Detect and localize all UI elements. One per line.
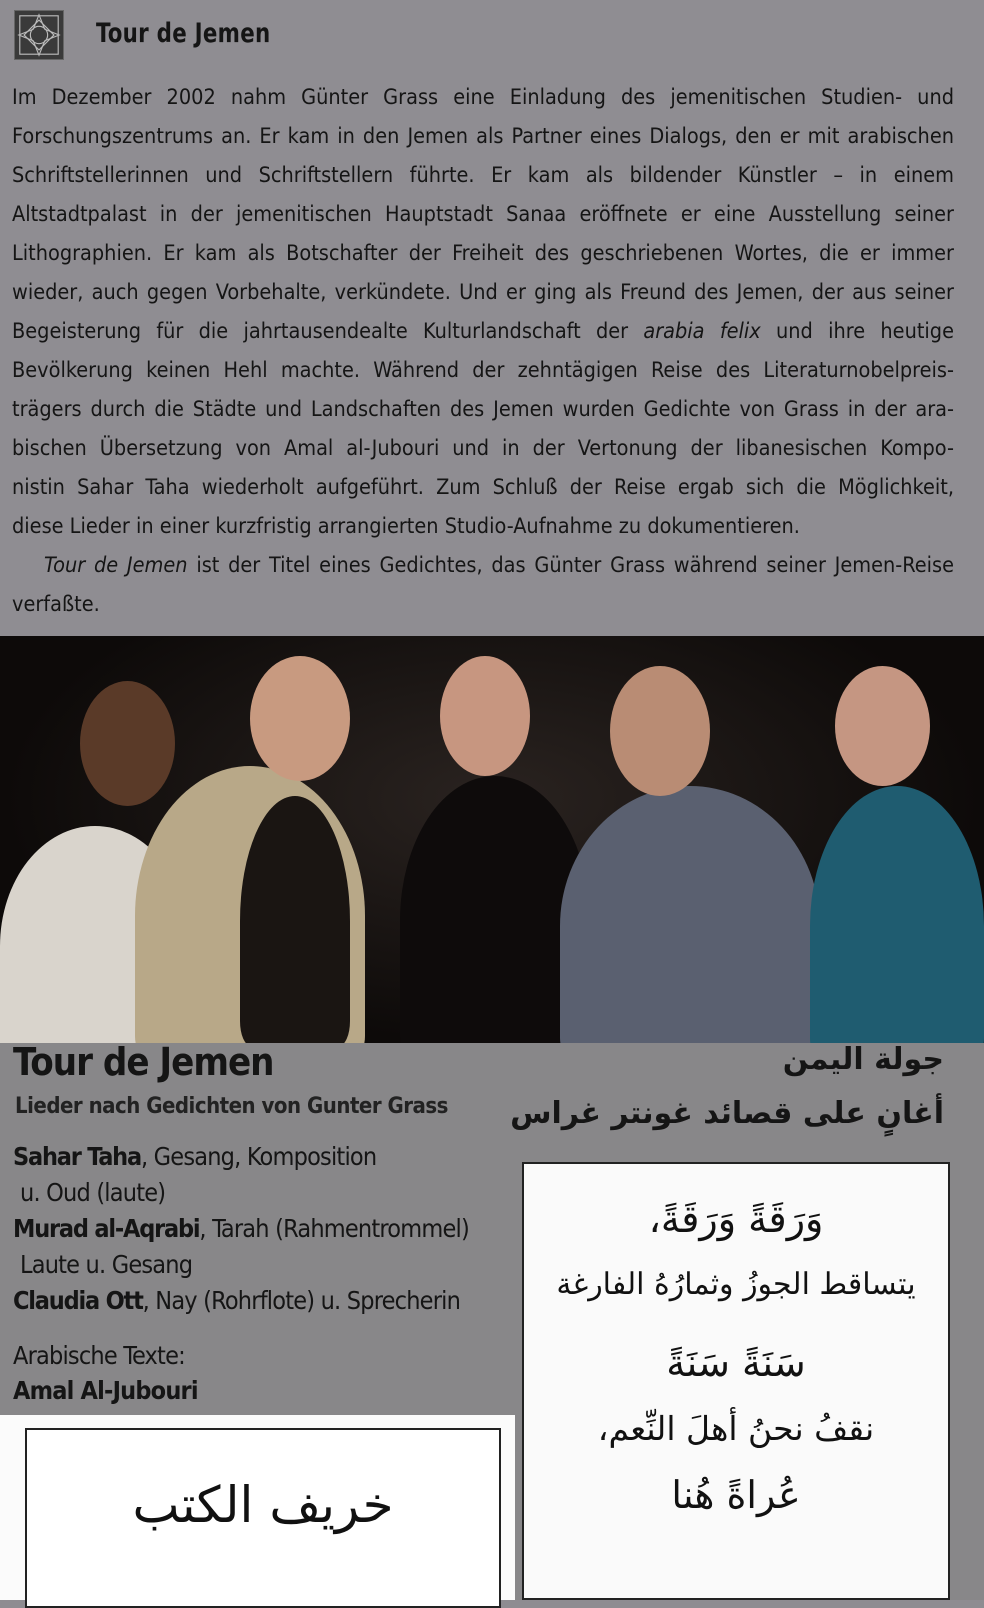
texts-label: Arabische Texte: bbox=[13, 1341, 185, 1370]
text-line bbox=[12, 312, 954, 351]
text-segment: Begeisterung für die jahrtausendealte Kulturlandschaft der bbox=[12, 319, 644, 344]
cover-title: Tour de Jemen bbox=[13, 1040, 274, 1084]
credit-continuation: u. Oud (laute) bbox=[20, 1178, 166, 1207]
text-line: trägers durch die Städte und Landschaften des Jemen wurden Gedichte von Grass in der ara- bbox=[12, 397, 954, 422]
poem-line: وَرَقَةً وَرَقَةً، bbox=[648, 1197, 824, 1241]
performer-name: Sahar Taha bbox=[13, 1142, 141, 1171]
performer-role: , Tarah (Rahmentrommel) bbox=[199, 1214, 469, 1243]
text-line: Altstadtpalast in der jemenitischen Hauptstadt Sanaa eröffnete er eine Ausstellung seiner bbox=[12, 202, 954, 227]
page-title: Tour de Jemen bbox=[96, 18, 271, 49]
text-segment: ist der Titel eines Gedichtes, das Günter Grass während seiner Jemen-Reise bbox=[187, 553, 954, 578]
performer-role: , Nay (Rohrflote) u. Sprecherin bbox=[142, 1286, 461, 1315]
performer-name: Claudia Ott bbox=[13, 1286, 143, 1315]
calligraphy-title: خريف الكتب bbox=[25, 1428, 501, 1608]
text-line: diese Lieder in einer kurzfristig arrangierten Studio-Aufnahme zu dokumentieren. bbox=[12, 514, 800, 539]
arabic-subtitle: أغانٍ على قصائد غونتر غراس bbox=[510, 1096, 944, 1131]
arabic-title: جولة اليمن bbox=[782, 1042, 944, 1077]
credit-murad-al-aqrabi bbox=[13, 1214, 469, 1243]
text-line: nistin Sahar Taha wiederholt aufgeführt. Zum Schluß der Reise ergab sich die Möglichkeit, bbox=[12, 475, 954, 500]
performer-role: , Gesang, Komposition bbox=[140, 1142, 377, 1171]
italic-phrase: arabia felix bbox=[643, 319, 761, 344]
credit-sahar-taha bbox=[13, 1142, 376, 1171]
article-text bbox=[12, 78, 954, 624]
text-line: bischen Übersetzung von Amal al-Jubouri und in der Vertonung der libanesischen Kompo- bbox=[12, 436, 954, 461]
poem-line: سَنَةً سَنَةً bbox=[666, 1341, 806, 1385]
calligraphy-poem bbox=[522, 1162, 950, 1600]
text-segment: und ihre heutige bbox=[760, 319, 954, 344]
poem-line: نقفُ نحنُ أهلَ النِّعم، bbox=[597, 1409, 875, 1448]
text-line: wieder, auch gegen Vorbehalte, verkündete. Und er ging als Freund des Jemen, der aus seiner bbox=[12, 280, 954, 305]
text-line: Schriftstellerinnen und Schriftstellern führte. Er kam als bildender Künstler – in einem bbox=[12, 163, 954, 188]
text-line: Bevölkerung keinen Hehl machte. Während der zehntägigen Reise des Literaturnobelpreis- bbox=[12, 358, 954, 383]
text-line: Forschungszentrums an. Er kam in den Jemen als Partner eines Dialogs, den er mit arabischen bbox=[12, 124, 954, 149]
text-line: verfaßte. bbox=[12, 592, 100, 617]
text-line: Lithographien. Er kam als Botschafter der Freiheit des geschriebenen Wortes, die er immer bbox=[12, 241, 954, 266]
group-photo bbox=[0, 636, 984, 1043]
texts-author: Amal Al-Jubouri bbox=[13, 1376, 198, 1405]
ornament-icon bbox=[14, 10, 64, 60]
cover-subtitle: Lieder nach Gedichten von Gunter Grass bbox=[15, 1094, 448, 1119]
performer-name: Murad al-Aqrabi bbox=[13, 1214, 200, 1243]
text-line: Im Dezember 2002 nahm Günter Grass eine Einladung des jemenitischen Studien- und bbox=[12, 85, 954, 110]
poem-line: عُراةً هُنا bbox=[671, 1473, 801, 1517]
poem-line: يتساقط الجوزُ وثمارُهُ الفارغة bbox=[556, 1267, 916, 1302]
italic-phrase: Tour de Jemen bbox=[44, 553, 188, 578]
credit-continuation: Laute u. Gesang bbox=[20, 1250, 193, 1279]
text-line bbox=[12, 546, 954, 585]
credit-claudia-ott bbox=[13, 1286, 460, 1315]
